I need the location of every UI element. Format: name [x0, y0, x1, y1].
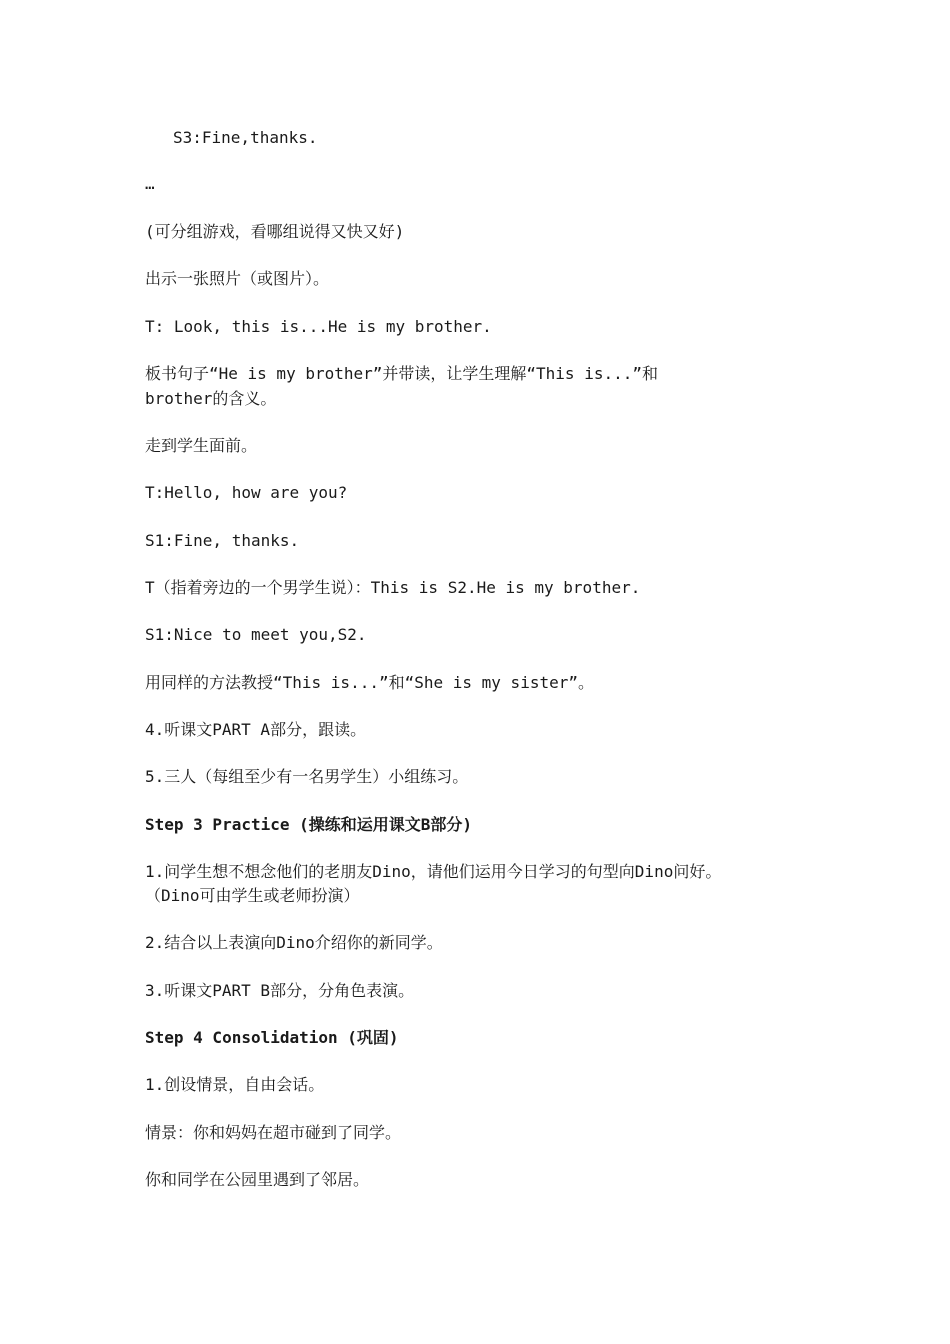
section-heading-consolidation: Step 4 Consolidation (巩固) [145, 1028, 399, 1047]
instruction-board-sentence-cont: brother的含义。 [145, 389, 277, 408]
consolidation-item-1: 1.创设情景，自由会话。 [145, 1075, 325, 1094]
instruction-walk: 走到学生面前。 [145, 436, 258, 455]
dialogue-line-teacher-look: T: Look, this is...He is my brother. [145, 317, 492, 336]
step-item-5: 5.三人（每组至少有一名男学生）小组练习。 [145, 767, 469, 786]
game-note: (可分组游戏，看哪组说得又快又好) [145, 222, 405, 241]
scenario-line-1: 情景：你和妈妈在超市碰到了同学。 [145, 1123, 402, 1142]
dialogue-line-teacher-hello: T:Hello, how are you? [145, 483, 348, 502]
instruction-board-sentence: 板书句子“He is my brother”并带读，让学生理解“This is...”和 [145, 364, 658, 383]
dialogue-line-teacher-this-is: T（指着旁边的一个男学生说）：This is S2.He is my brother. [145, 578, 641, 597]
practice-item-1: 1.问学生想不想念他们的老朋友Dino，请他们运用今日学习的句型向Dino问好。 [145, 862, 722, 881]
ellipsis-line: … [145, 174, 155, 193]
instruction-same-method: 用同样的方法教授“This is...”和“She is my sister”。 [145, 673, 594, 692]
section-heading-practice: Step 3 Practice (操练和运用课文B部分) [145, 815, 473, 834]
dialogue-line-s3: S3:Fine,thanks. [173, 128, 318, 147]
practice-item-1-note: （Dino可由学生或老师扮演） [145, 886, 360, 905]
instruction-show-photo: 出示一张照片（或图片）。 [145, 269, 330, 288]
practice-item-3: 3.听课文PART B部分，分角色表演。 [145, 981, 415, 1000]
scenario-line-2: 你和同学在公园里遇到了邻居。 [145, 1170, 370, 1189]
dialogue-line-s1-nice: S1:Nice to meet you,S2. [145, 625, 367, 644]
dialogue-line-s1-fine: S1:Fine, thanks. [145, 531, 300, 550]
step-item-4: 4.听课文PART A部分，跟读。 [145, 720, 367, 739]
practice-item-2: 2.结合以上表演向Dino介绍你的新同学。 [145, 933, 443, 952]
